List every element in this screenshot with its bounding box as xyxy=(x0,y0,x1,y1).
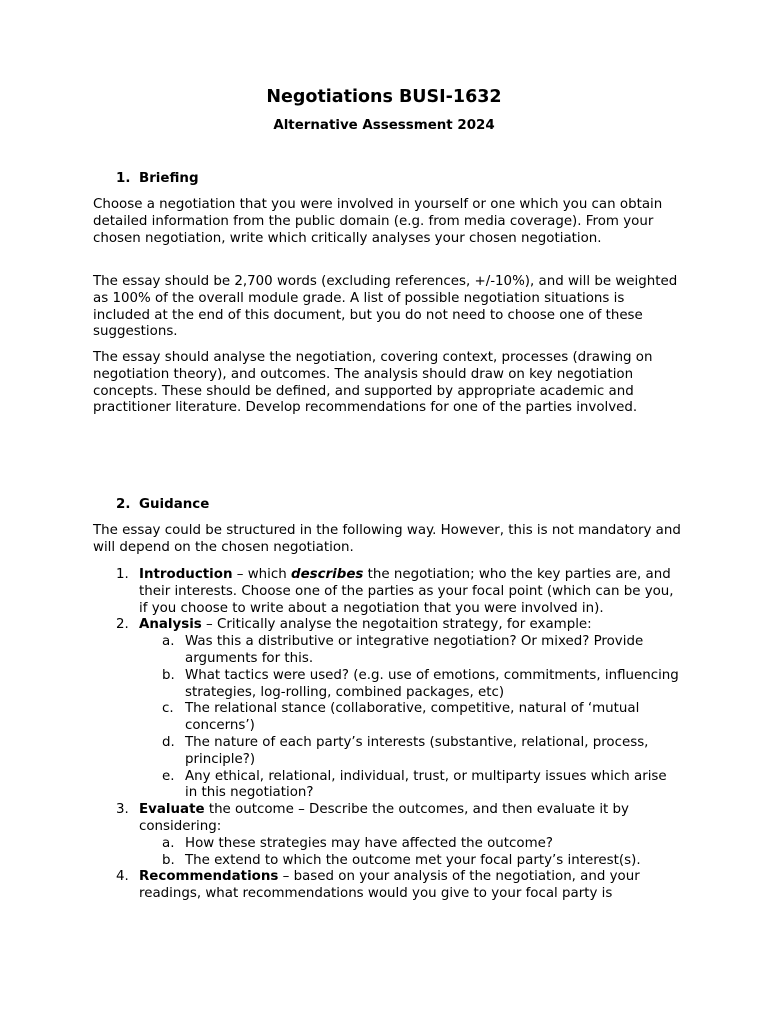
briefing-paragraph-3: The essay should analyse the negotiation, covering context, processes (drawing on negotiation theory), and outcomes. The analysis should draw on key negotiation concepts. These should be defined, and supported by appropriate academic and practitioner literature. Develop recommendations for one of the parties involved. xyxy=(93,350,653,416)
sublist-item-text: Any ethical, relational, individual, trust, or multiparty issues which arise in this negotiation? xyxy=(185,768,667,801)
list-marker: 1. xyxy=(116,567,129,582)
briefing-paragraph-1: Choose a negotiation that you were involved in yourself or one which you can obtain detailed information from the public domain (e.g. from media coverage). From your chosen negotiation, write which critically analyses your chosen negotiation. xyxy=(93,197,663,246)
sublist-item-text: What tactics were used? (e.g. use of emotions, commitments, influencing strategies, log-rolling, combined packages, etc) xyxy=(185,667,679,700)
guidance-item-evaluate xyxy=(93,802,683,869)
list-marker: 2. xyxy=(116,617,129,633)
sublist-item xyxy=(139,701,683,735)
item-term: Evaluate xyxy=(139,802,205,818)
sublist-item xyxy=(139,634,683,668)
evaluate-sublist xyxy=(139,836,683,870)
sublist-item xyxy=(139,769,683,803)
list-marker: d. xyxy=(162,734,175,750)
briefing-paragraph-2: The essay should be 2,700 words (excluding references, +/-10%), and will be weighted as 100% of the overall module grade. A list of possible negotiation situations is included at the end of this document, but you do not need to choose one of these suggestions. xyxy=(93,274,678,340)
item-term: Introduction xyxy=(139,567,233,582)
analysis-sublist xyxy=(139,634,683,802)
item-text: the negotiation; who the key parties are, and their interests. Choose one of the parties as your focal point (which can be you, if you choose to write about a negotiation that you were involved in). xyxy=(139,567,674,616)
list-marker: a. xyxy=(162,835,175,851)
item-text: – based on your analysis of the negotiation, and your readings, what recommendations would you give to your focal party is xyxy=(139,869,640,902)
list-marker: 4. xyxy=(116,869,129,885)
guidance-heading-number: 2. xyxy=(116,497,131,512)
item-text: – Critically analyse the negotaition strategy, for example: xyxy=(201,617,592,633)
guidance-item-analysis xyxy=(93,617,683,802)
briefing-heading xyxy=(116,170,199,187)
list-marker: a. xyxy=(162,634,175,650)
item-text: – which xyxy=(232,567,291,582)
sublist-item-text: How these strategies may have affected the outcome? xyxy=(185,835,553,851)
document-title: Negotiations BUSI-1632 xyxy=(266,87,502,107)
guidance-heading xyxy=(116,496,209,513)
sublist-item-text: The extend to which the outcome met your focal party’s interest(s). xyxy=(185,852,641,868)
briefing-heading-number: 1. xyxy=(116,171,131,186)
document-subtitle: Alternative Assessment 2024 xyxy=(273,118,495,133)
list-marker: b. xyxy=(162,667,175,683)
sublist-item-text: Was this a distributive or integrative negotiation? Or mixed? Provide arguments for this. xyxy=(185,634,644,666)
list-marker: b. xyxy=(162,852,175,868)
guidance-list xyxy=(93,567,683,903)
guidance-heading-label: Guidance xyxy=(139,497,210,512)
item-term: Recommendations xyxy=(139,869,279,885)
sublist-item xyxy=(139,853,683,870)
sublist-item-text: The nature of each party’s interests (substantive, relational, process, principle?) xyxy=(185,734,649,767)
item-term: Analysis xyxy=(139,617,202,633)
sublist-item xyxy=(139,735,683,769)
list-marker: e. xyxy=(162,768,175,784)
sublist-item xyxy=(139,836,683,853)
guidance-intro: The essay could be structured in the following way. However, this is not mandatory and will depend on the chosen negotiation. xyxy=(93,523,681,555)
list-marker: c. xyxy=(162,701,174,717)
guidance-item-recommendations xyxy=(93,869,683,903)
sublist-item xyxy=(139,668,683,702)
item-text: the outcome – Describe the outcomes, and then evaluate it by considering: xyxy=(139,802,629,834)
briefing-heading-label: Briefing xyxy=(139,171,199,186)
list-marker: 3. xyxy=(116,802,129,818)
sublist-item-text: The relational stance (collaborative, competitive, natural of ‘mutual concerns’) xyxy=(185,701,640,734)
guidance-item-introduction xyxy=(93,567,683,617)
item-emphasis: describes xyxy=(290,567,364,582)
